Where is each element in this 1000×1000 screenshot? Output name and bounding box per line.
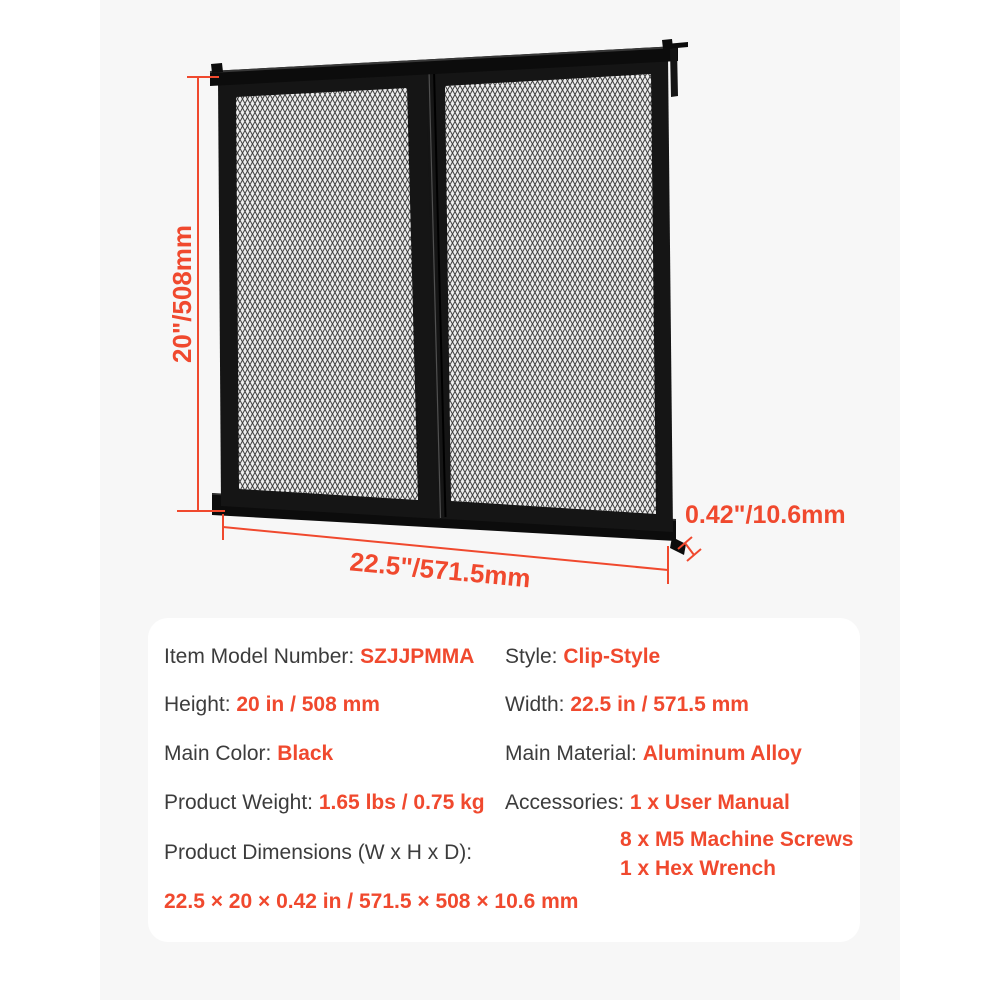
spec-label: Style: <box>505 645 564 668</box>
spec-label: Product Weight: <box>164 791 319 814</box>
product-diagram <box>100 0 900 620</box>
spec-value: Aluminum Alloy <box>642 742 802 765</box>
spec-row-dimensions-value <box>164 889 578 915</box>
base-corner-foot <box>670 537 686 555</box>
spec-row-accessories <box>505 790 790 816</box>
spec-value: SZJJPMMA <box>360 645 475 668</box>
spec-label: Width: <box>505 693 571 716</box>
spec-row-material <box>505 741 802 767</box>
spec-row-model <box>164 644 474 670</box>
spec-label: Main Material: <box>505 742 643 765</box>
spec-row-dimensions-heading <box>164 840 472 866</box>
spec-row-style <box>505 644 660 670</box>
height-dimension-label: 20"/508mm <box>166 224 197 364</box>
spec-value: 1.65 lbs / 0.75 kg <box>318 791 485 814</box>
left-mesh-panel <box>236 88 418 500</box>
spec-value: 22.5 in / 571.5 mm <box>570 693 749 716</box>
spec-accessory-extra-1 <box>620 827 853 853</box>
spec-label: Item Model Number: <box>164 645 361 668</box>
spec-value: 1 x User Manual <box>629 791 790 814</box>
spec-value: 20 in / 508 mm <box>236 693 380 716</box>
spec-value: Clip-Style <box>563 645 661 668</box>
spec-label: Accessories: <box>505 791 630 814</box>
spec-label: Height: <box>164 693 237 716</box>
spec-row-height <box>164 692 380 718</box>
spec-accessory-extra-2 <box>620 856 776 882</box>
spec-value: Black <box>277 742 334 765</box>
depth-connector <box>685 543 694 555</box>
spec-value: 22.5 × 20 × 0.42 in / 571.5 × 508 × 10.6 mm <box>164 890 579 913</box>
spec-row-color <box>164 741 333 767</box>
spec-card <box>148 618 860 942</box>
spec-row-weight <box>164 790 485 816</box>
spec-label: Product Dimensions (W x H x D): <box>164 841 473 864</box>
spec-row-width <box>505 692 749 718</box>
spec-value: 1 x Hex Wrench <box>620 857 777 880</box>
right-bracket-bar <box>670 48 678 97</box>
left-clip <box>211 63 223 73</box>
spec-value: 8 x M5 Machine Screws <box>620 828 854 851</box>
depth-dimension-label: 0.42"/10.6mm <box>685 501 846 529</box>
width-dimension-label: 22.5"/571.5mm <box>348 546 532 594</box>
spec-label: Main Color: <box>164 742 278 765</box>
mesh-screen-product <box>210 39 688 555</box>
right-mesh-panel <box>445 74 656 514</box>
